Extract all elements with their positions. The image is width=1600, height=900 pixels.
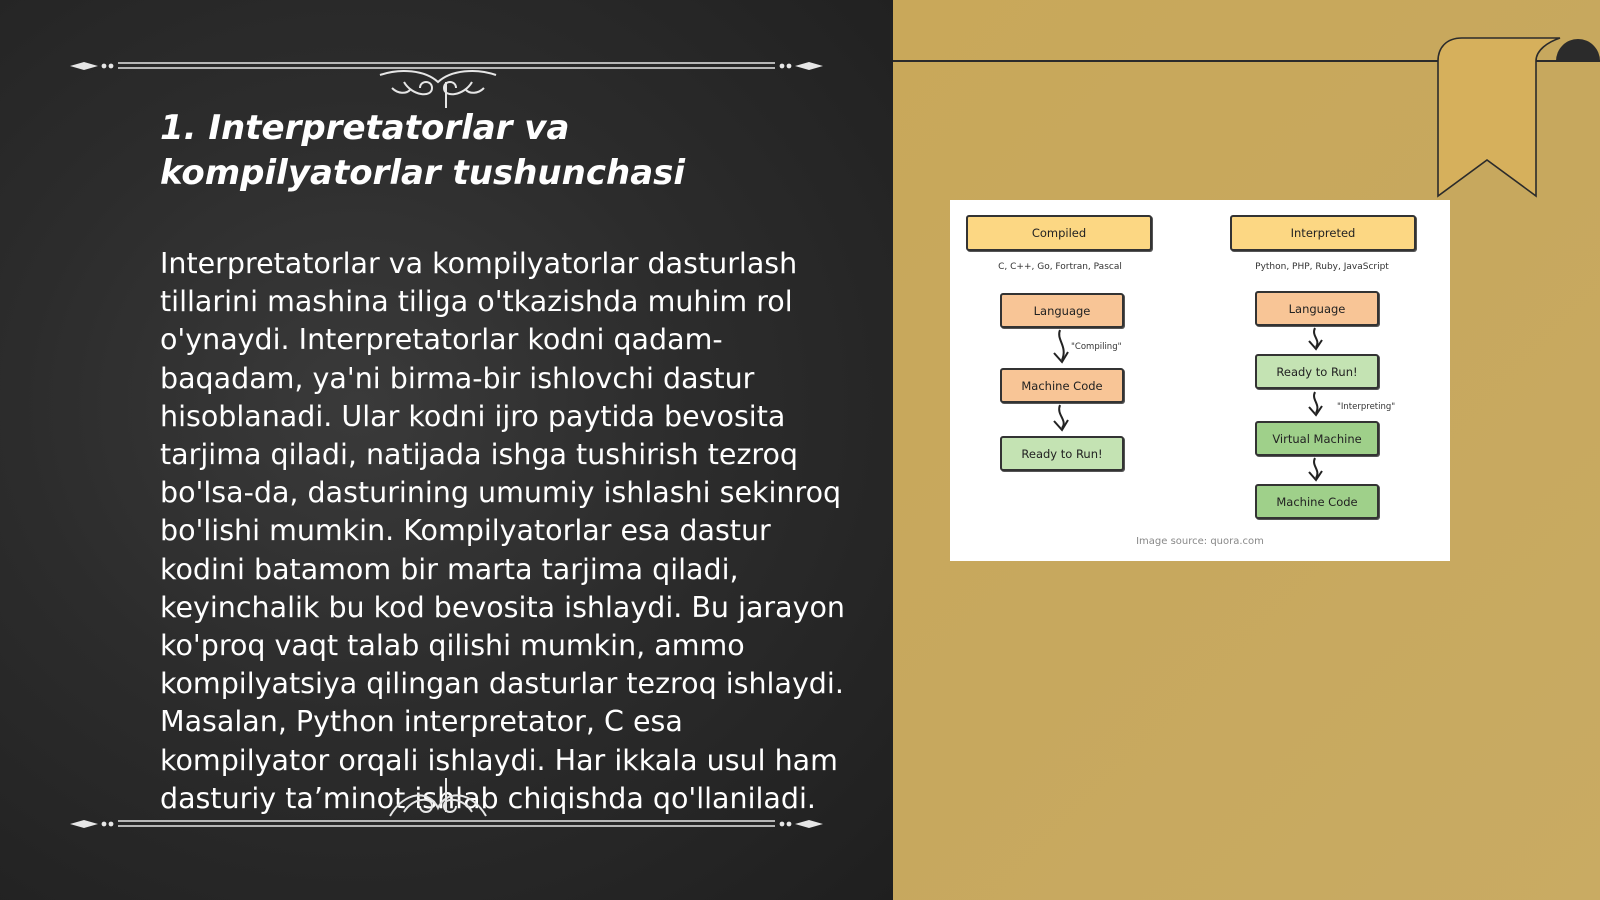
- compiled-step-machine-code: Machine Code: [1000, 368, 1124, 403]
- compiled-vs-interpreted-diagram: [950, 200, 1450, 561]
- interpreted-step-language: Language: [1255, 291, 1379, 326]
- interpreted-header-box: Interpreted: [1230, 215, 1416, 251]
- interpreting-label: "Interpreting": [1337, 402, 1396, 412]
- compiled-step-language: Language: [1000, 293, 1124, 328]
- interpreted-languages-label: Python, PHP, Ruby, JavaScript: [1255, 262, 1389, 272]
- slide-title: 1. Interpretatorlar va kompilyatorlar tushunchasi: [160, 108, 686, 193]
- compiled-step-ready-to-run: Ready to Run!: [1000, 436, 1124, 471]
- interpreted-step-virtual-machine: Virtual Machine: [1255, 421, 1379, 456]
- image-source-caption: Image source: quora.com: [1136, 536, 1264, 547]
- compiled-languages-label: C, C++, Go, Fortran, Pascal: [998, 262, 1122, 272]
- interpreted-step-ready-to-run: Ready to Run!: [1255, 354, 1379, 389]
- compiled-header-box: Compiled: [966, 215, 1152, 251]
- interpreted-step-machine-code: Machine Code: [1255, 484, 1379, 519]
- compiling-label: "Compiling": [1071, 342, 1122, 352]
- slide-body-text: Interpretatorlar va kompilyatorlar dasturlash tillarini mashina tiliga o'tkazishda muhim rol o'ynaydi. Interpretatorlar kodni qadam-baqadam, ya'ni birma-bir ishlovchi dastur hisoblanadi. Ular kodni ijro paytida bevosita tarjima qiladi, natijada ishga tushirish tezroq bo'lsa-da, dasturining umumiy ishlashi sekinroq bo'lishi mumkin. Kompilyatorlar esa dastur kodini batamom bir marta tarjima qiladi, keyinchalik bu kod bevosita ishlaydi. Bu jarayon ko'proq vaqt talab qilishi mumkin, ammo kompilyatsiya qilingan dasturlar tezroq ishlaydi. Masalan, Python interpretator, C esa kompilyator orqali ishlaydi. Har ikkala usul ham dasturiy ta’minot ishlab chiqishda qo'llaniladi.: [160, 247, 845, 815]
- top-ornament-icon: [0, 0, 893, 120]
